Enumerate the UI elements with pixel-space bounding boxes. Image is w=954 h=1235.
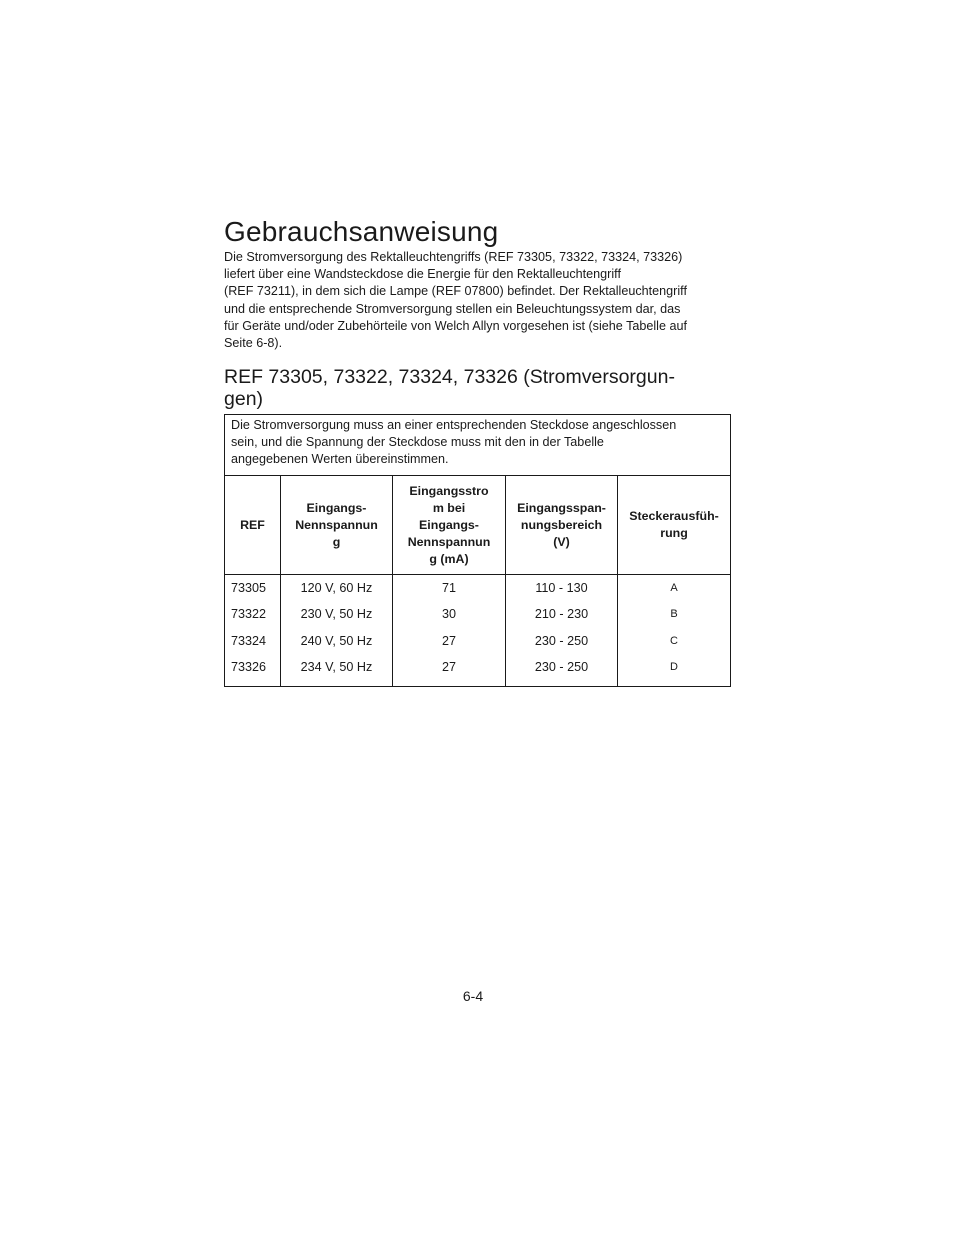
header-line: Steckerausfüh- <box>629 509 719 523</box>
table-note <box>225 415 731 476</box>
range-value: 210 - 230 <box>534 607 589 622</box>
header-voltage-range <box>506 476 618 575</box>
intro-line: für Geräte und/oder Zubehörteile von Welch Allyn vorgesehen ist (siehe Tabelle auf <box>224 318 687 333</box>
header-line: Eingangsspan- <box>517 500 606 515</box>
ref-column <box>225 575 281 681</box>
intro-line: Seite 6-8). <box>224 336 283 351</box>
voltage-value: 240 V, 50 Hz <box>300 633 373 648</box>
ref-value: 73322 <box>231 607 267 622</box>
current-value: 27 <box>441 660 456 675</box>
range-value: 230 - 250 <box>534 633 589 648</box>
range-value: 110 - 130 <box>535 581 588 595</box>
intro-line: (REF 73211), in dem sich die Lampe (REF 07800) befindet. Der Rektalleuchtengriff <box>224 284 687 299</box>
current-value: 27 <box>441 633 456 648</box>
intro-line: Die Stromversorgung des Rektalleuchtengriffs (REF 73305, 73322, 73324, 73326) <box>224 250 683 264</box>
section-title-line: REF 73305, 73322, 73324, 73326 (Stromversorgun- <box>224 366 675 388</box>
table-bottom-border <box>225 681 731 687</box>
header-line: Nennspannun <box>407 534 491 549</box>
power-supply-table <box>224 414 731 687</box>
current-column <box>393 575 506 681</box>
section-title <box>224 366 734 410</box>
header-line: g <box>332 534 341 549</box>
voltage-value: 230 V, 50 Hz <box>300 607 373 622</box>
header-plug-type <box>618 476 731 575</box>
table-header-row <box>225 476 731 575</box>
intro-line: liefert über eine Wandsteckdose die Energie für den Rektalleuchtengriff <box>224 267 621 282</box>
header-line: REF <box>240 517 265 532</box>
header-line: rung <box>660 526 688 540</box>
header-line: Eingangs- <box>419 517 479 532</box>
section-title-line: gen) <box>224 388 264 410</box>
note-line: angegebenen Werten übereinstimmen. <box>231 452 449 467</box>
voltage-column <box>281 575 393 681</box>
page-number: 6-4 <box>462 988 484 1004</box>
header-input-voltage <box>281 476 393 575</box>
current-value: 71 <box>441 581 456 595</box>
note-line: Die Stromversorgung muss an einer entsprechenden Steckdose angeschlossen <box>231 418 677 432</box>
voltage-value: 120 V, 60 Hz <box>300 581 373 595</box>
header-line: nungsbereich <box>520 517 603 532</box>
note-line: sein, und die Spannung der Steckdose muss mit den in der Tabelle <box>231 435 604 450</box>
header-line: Nennspannun <box>295 517 378 532</box>
intro-line: und die entsprechende Stromversorgung stellen ein Beleuchtungssystem dar, das <box>224 301 681 316</box>
header-line: Eingangs- <box>306 500 367 515</box>
header-input-current <box>393 476 506 575</box>
range-column <box>506 575 618 681</box>
plug-value: B <box>670 608 678 621</box>
ref-value: 73326 <box>231 660 267 675</box>
current-value: 30 <box>441 607 456 622</box>
plug-value: C <box>670 634 678 647</box>
plug-value: D <box>670 661 678 674</box>
range-value: 230 - 250 <box>534 660 589 675</box>
header-line: g (mA) <box>429 551 469 566</box>
header-ref <box>225 476 281 575</box>
table-data-block <box>225 575 731 681</box>
header-line: Eingangsstro <box>409 483 489 498</box>
plug-value: A <box>670 582 678 594</box>
ref-value: 73324 <box>231 633 267 648</box>
intro-paragraph <box>224 249 734 352</box>
page-title: Gebrauchsanweisung <box>224 216 499 247</box>
voltage-value: 234 V, 50 Hz <box>300 660 373 675</box>
header-line: m bei <box>432 500 466 515</box>
plug-column <box>618 575 731 681</box>
ref-value: 73305 <box>231 581 267 595</box>
header-line: (V) <box>553 534 570 549</box>
